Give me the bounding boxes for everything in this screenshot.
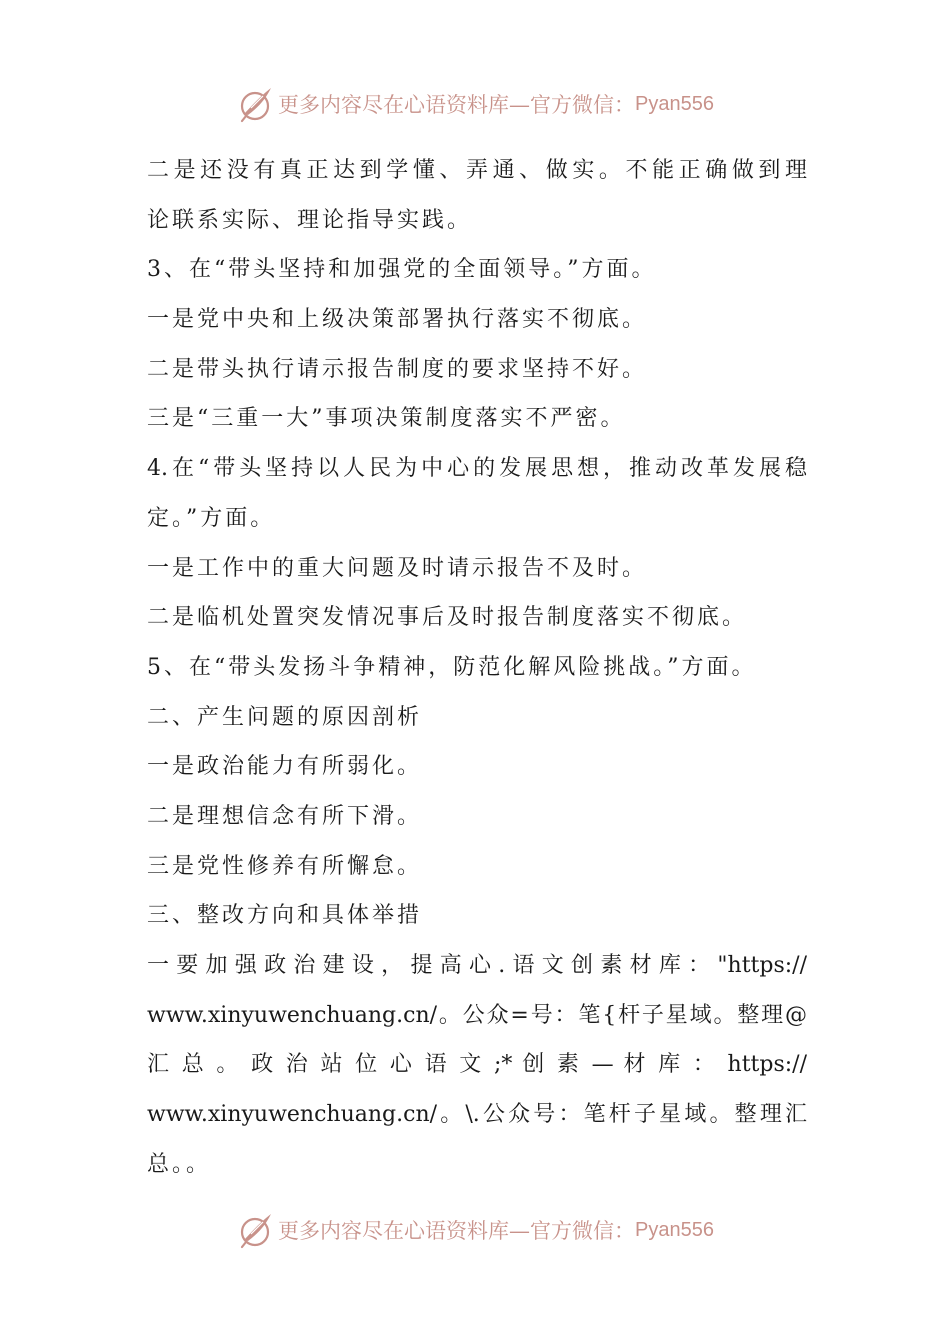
document-body <box>147 146 807 1189</box>
quill-pen-logo-icon <box>236 1210 276 1250</box>
paragraph-line: www.xinyuwenchuang.cn/。公众=号：笔{杆子星域。整理@ <box>147 1002 807 1028</box>
chapter-heading-causes: 二、产生问题的原因剖析 <box>147 704 423 730</box>
paragraph-line: 一是工作中的重大问题及时请示报告不及时。 <box>147 555 648 581</box>
watermark-brand-text: 更多内容尽在心语资料库—官方微信： <box>278 1219 636 1243</box>
section-heading-5: 5、在“带头发扬斗争精神，防范化解风险挑战。”方面。 <box>147 654 757 680</box>
paragraph-line: 一是党中央和上级决策部署执行落实不彻底。 <box>147 307 648 333</box>
paragraph-line: 定。”方面。 <box>147 505 276 531</box>
paragraph-line: 汇 总 。 政 治 站 位 心 语 文 ;* 创 素 — 材 库 ： https:// <box>147 1052 807 1078</box>
watermark-brand-text: 更多内容尽在心语资料库—官方微信： <box>278 93 636 117</box>
paragraph-line: www.xinyuwenchuang.cn/。\.公众号：笔杆子星域。整理汇 <box>147 1102 807 1128</box>
header-watermark <box>0 82 950 126</box>
chapter-heading-measures: 三、整改方向和具体举措 <box>147 903 423 929</box>
watermark-wechat-id: Pyan556 <box>635 1218 714 1241</box>
paragraph-line: 一要加强政治建设，提高心.语文创素材库："https:// <box>147 953 807 978</box>
watermark-wechat-id: Pyan556 <box>635 92 714 115</box>
paragraph-line: 总。。 <box>147 1151 212 1177</box>
quill-pen-logo-icon <box>236 84 276 124</box>
section-heading-4: 4.在“带头坚持以人民为中心的发展思想，推动改革发展稳 <box>147 456 807 482</box>
paragraph-line: 三是党性修养有所懈怠。 <box>147 853 423 879</box>
paragraph-line: 二是理想信念有所下滑。 <box>147 803 423 829</box>
footer-watermark <box>0 1208 950 1252</box>
paragraph-line: 二是带头执行请示报告制度的要求坚持不好。 <box>147 356 648 382</box>
section-heading-3: 3、在“带头坚持和加强党的全面领导。”方面。 <box>147 257 657 283</box>
paragraph-line: 论联系实际、理论指导实践。 <box>147 207 473 233</box>
paragraph-line: 一是政治能力有所弱化。 <box>147 754 423 780</box>
paragraph-line: 二是还没有真正达到学懂、弄通、做实。不能正确做到理 <box>147 158 807 183</box>
paragraph-line: 三是“三重一大”事项决策制度落实不严密。 <box>147 406 626 432</box>
paragraph-line: 二是临机处置突发情况事后及时报告制度落实不彻底。 <box>147 605 748 631</box>
